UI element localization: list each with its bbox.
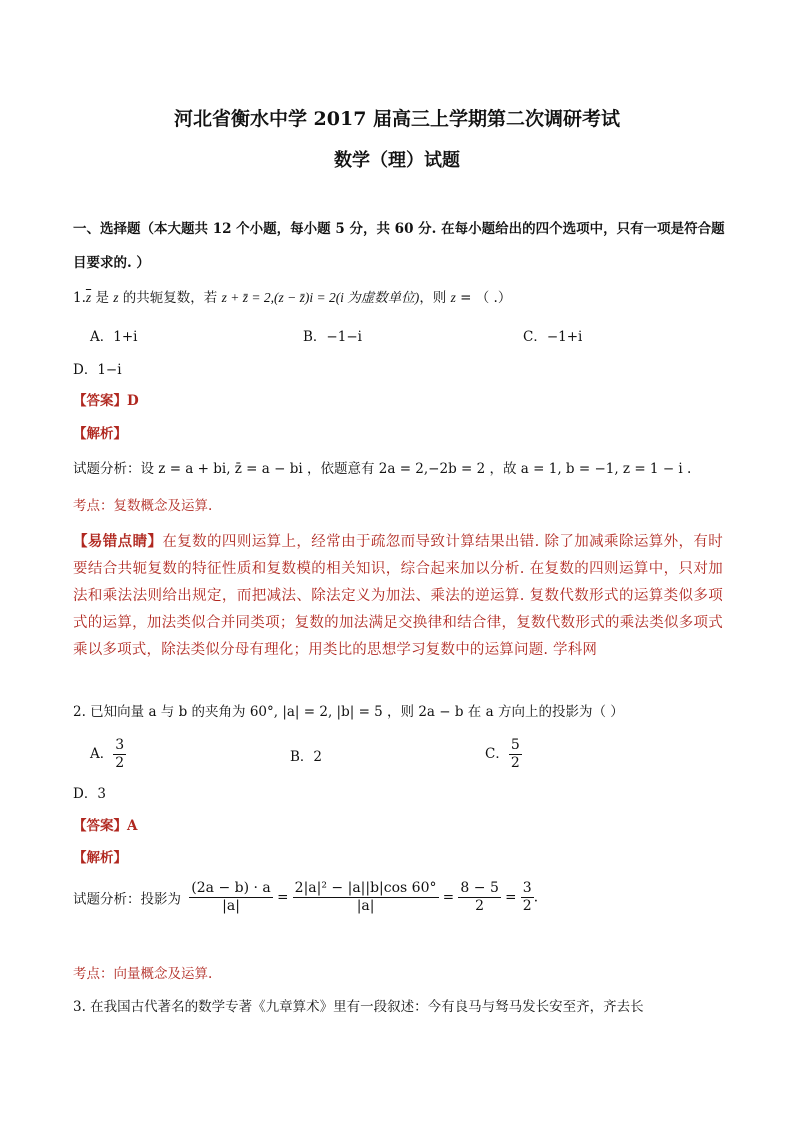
option-c: C．−1+i — [523, 329, 583, 345]
option-a-numerator: 3 — [115, 737, 125, 753]
answer-label: 【答案】 — [73, 393, 127, 409]
section-heading-line2: 目要求的. ） — [73, 255, 150, 271]
answer-value: D — [127, 393, 139, 409]
answer-line — [73, 389, 139, 409]
fraction-1-denominator: |a| — [222, 898, 240, 914]
fraction-3-denominator: 2 — [475, 898, 485, 914]
answer-value: A — [127, 818, 138, 834]
fraction-1-numerator: (2a − b) · a — [191, 880, 271, 896]
watermark — [356, 181, 371, 207]
analysis-label: 【解析】 — [73, 426, 127, 442]
option-c-numerator: 5 — [510, 737, 520, 753]
condition-1: z + z̄ = 2, — [221, 290, 274, 305]
option-c-label: C． — [485, 746, 509, 762]
knowledge-point: 考点：向量概念及运算. — [73, 966, 213, 982]
option-b: B．2 — [290, 749, 323, 765]
condition-2: (z − z̄)i = 2(i 为虚数单位) — [273, 290, 420, 305]
question-2-stem: 2. 已知向量 a 与 b 的夹角为 60°, |a| = 2, |b| = 5 ，则 2a − b 在 a 方向上的投影为（ ） — [73, 704, 624, 720]
question-1-stem: $1.\overline{z}$ 是 z 的共轭复数，若 z + z̄ = 2,(z − z̄)i = 2(i 为虚数单位)，则 z = （ .） — [73, 290, 512, 306]
question-number: 1. — [73, 290, 86, 306]
analysis-text: 试题分析：设 z = a + bi, z̄ = a − bi ，依题意有 2a = 2,−2b = 2 ，故 a = 1, b = −1, z = 1 − i . — [73, 461, 692, 477]
option-b: B．−1−i — [303, 329, 362, 345]
error-tip-paragraph — [73, 528, 723, 664]
error-tip-text: 在复数的四则运算上，经常由于疏忽而导致计算结果出错. 除了加减乘除运算外，有时要结合共轭复数的特征性质和复数模的相关知识，综合起来加以分析. 在复数的四则运算中，只对加法和乘法法则给出规定，而把减法、除法定义为加法、乘法的逆运算. 复数代数形式的运算类似多项式的运算，加法类似合并同类项；复数的加法满足交换律和结合律，复数代数形式的乘法类似多项式乘以多项式，除法类似分母有理化；用类比的思想学习复数中的运算问题. 学科网 — [73, 534, 723, 658]
option-a-label: A． — [90, 746, 114, 762]
period: . — [533, 889, 538, 906]
stem-text: ，则 — [419, 290, 451, 306]
analysis-label: 【解析】 — [73, 850, 127, 866]
stem-text: 是 — [91, 290, 114, 306]
equals-sign: = — [505, 889, 517, 906]
analysis-formula — [73, 880, 538, 915]
fraction-2-numerator: 2|a|² − |a||b|cos 60° — [294, 880, 437, 896]
stem-text: 的共轭复数，若 — [118, 290, 222, 306]
option-a — [90, 737, 126, 772]
fraction-4-denominator: 2 — [522, 898, 532, 914]
fraction-3-numerator: 8 − 5 — [460, 880, 499, 896]
document-subtitle: 数学（理）试题 — [334, 150, 460, 171]
option-d: D．3 — [73, 786, 106, 802]
option-d: D．1−i — [73, 362, 122, 378]
equals-sign: = — [277, 889, 289, 906]
document-title: 河北省衡水中学 2017 届高三上学期第二次调研考试 — [173, 108, 621, 130]
option-c — [485, 737, 522, 772]
question-3-stem: 3. 在我国古代著名的数学专著《九章算术》里有一段叙述：今有良马与驽马发长安至齐，齐去长 — [73, 999, 644, 1015]
option-c-denominator: 2 — [510, 755, 520, 771]
stem-text: = （ .） — [455, 290, 512, 306]
error-tip-label: 【易错点睛】 — [73, 533, 163, 550]
option-a: A．1+i — [90, 329, 138, 345]
answer-label: 【答案】 — [73, 818, 127, 834]
analysis-prefix: 试题分析：投影为 — [73, 891, 181, 908]
section-heading-line1: 一、选择题（本大题共 12 个小题，每小题 5 分，共 60 分. 在每小题给出的四个选项中，只有一项是符合题 — [73, 221, 725, 237]
fraction-2-denominator: |a| — [356, 898, 375, 914]
knowledge-point: 考点：复数概念及运算. — [73, 498, 213, 514]
fraction-4-numerator: 3 — [522, 880, 532, 896]
answer-line — [73, 814, 137, 834]
option-a-denominator: 2 — [115, 755, 125, 771]
equals-sign: = — [442, 889, 455, 906]
